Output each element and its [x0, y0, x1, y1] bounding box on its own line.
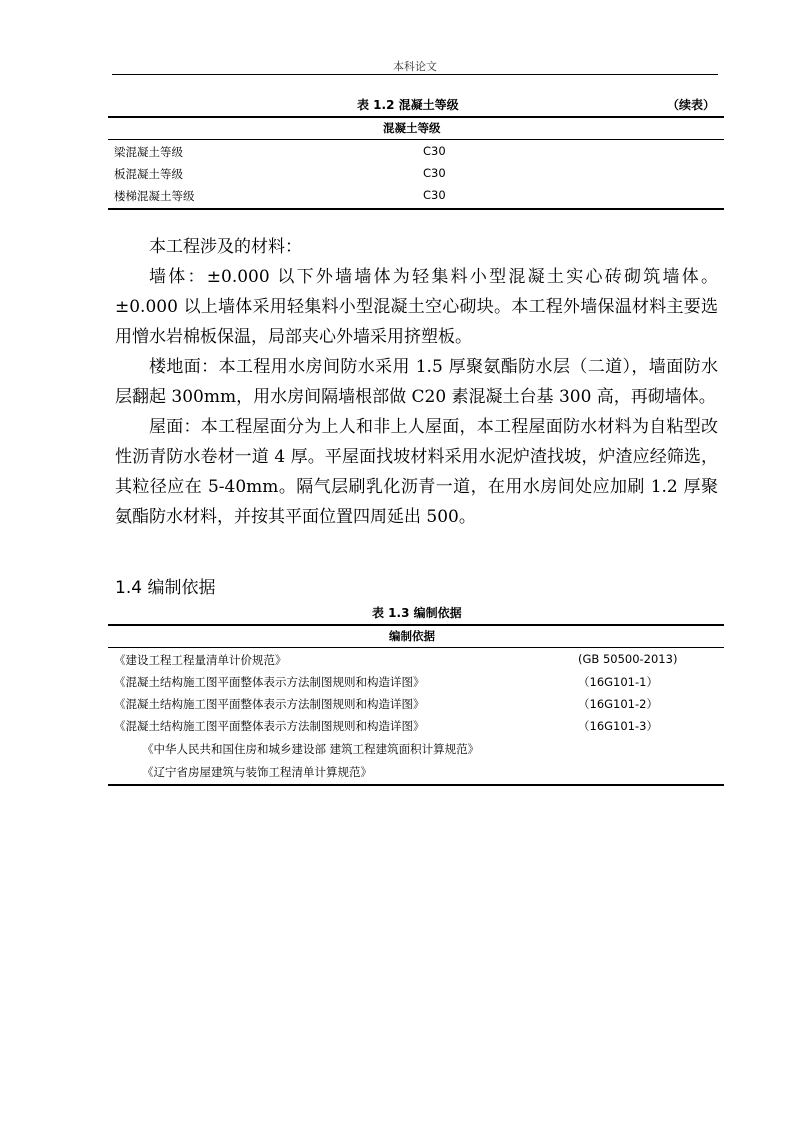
page-header: 本科论文: [393, 60, 437, 73]
reference-name: 《辽宁省房屋建筑与装饰工程清单计算规范》: [142, 765, 372, 779]
reference-code: （16G101-1）: [578, 675, 658, 689]
table-1-3-column-header: 编制依据: [389, 629, 435, 643]
table-row-label: 板混凝土等级: [114, 167, 183, 181]
table-1-3-bottom-rule: [108, 784, 724, 786]
reference-code: （16G101-3）: [578, 719, 658, 733]
header-rule: [112, 74, 718, 75]
paragraph: 楼地面：本工程用水房间防水采用 1.5 厚聚氨酯防水层（二道），墙面防水层翻起 300mm，用水房间隔墙根部做 C20 素混凝土台基 300 高，再砌墙体。: [115, 357, 718, 407]
reference-name: 《中华人民共和国住房和城乡建设部 建筑工程建筑面积计算规范》: [142, 742, 480, 756]
reference-code: (GB 50500-2013): [578, 652, 678, 666]
paragraph: 屋面：本工程屋面分为上人和非上人屋面，本工程屋面防水材料为自粘型改性沥青防水卷材一道 4 厚。平屋面找坡材料采用水泥炉渣找坡，炉渣应经筛选，其粒径应在 5-40mm。隔气层刷乳化沥青一道，在用水房间处应加刷 1.2 厚聚氨酯防水材料，并按其平面位置四周延出 500。: [115, 417, 718, 527]
table-1-2-header-rule: [108, 139, 724, 140]
reference-name: 《混凝土结构施工图平面整体表示方法制图规则和构造详图》: [114, 719, 425, 733]
table-row-label: 楼梯混凝土等级: [114, 189, 195, 203]
table-row-label: 梁混凝土等级: [114, 145, 183, 159]
reference-name: 《混凝土结构施工图平面整体表示方法制图规则和构造详图》: [114, 675, 425, 689]
table-1-3-header-rule: [108, 647, 724, 648]
table-row-value: C30: [423, 144, 446, 158]
table-1-3-caption: 表 1.3 编制依据: [372, 606, 462, 620]
table-1-2-caption: 表 1.2 混凝土等级: [357, 98, 459, 112]
reference-name: 《混凝土结构施工图平面整体表示方法制图规则和构造详图》: [114, 697, 425, 711]
reference-name: 《建设工程工程量清单计价规范》: [114, 653, 287, 667]
reference-code: （16G101-2）: [578, 697, 658, 711]
body-text: [115, 232, 718, 532]
table-row-value: C30: [423, 188, 446, 202]
table-row-value: C30: [423, 166, 446, 180]
table-1-2-bottom-rule: [108, 208, 724, 210]
table-1-2-column-header: 混凝土等级: [383, 121, 441, 135]
table-1-2-top-rule: [108, 116, 724, 118]
table-1-3-top-rule: [108, 624, 724, 626]
section-heading: 1.4 编制依据: [115, 578, 216, 598]
paragraph: 本工程涉及的材料：: [149, 237, 302, 257]
table-1-2-continued: （续表）: [667, 98, 716, 112]
paragraph: 墙体：±0.000 以下外墙墙体为轻集料小型混凝土实心砖砌筑墙体。±0.000 以上墙体采用轻集料小型混凝土空心砌块。本工程外墙保温材料主要选用憎水岩棉板保温，局部夹心外墙采用挤塑板。: [115, 267, 718, 347]
